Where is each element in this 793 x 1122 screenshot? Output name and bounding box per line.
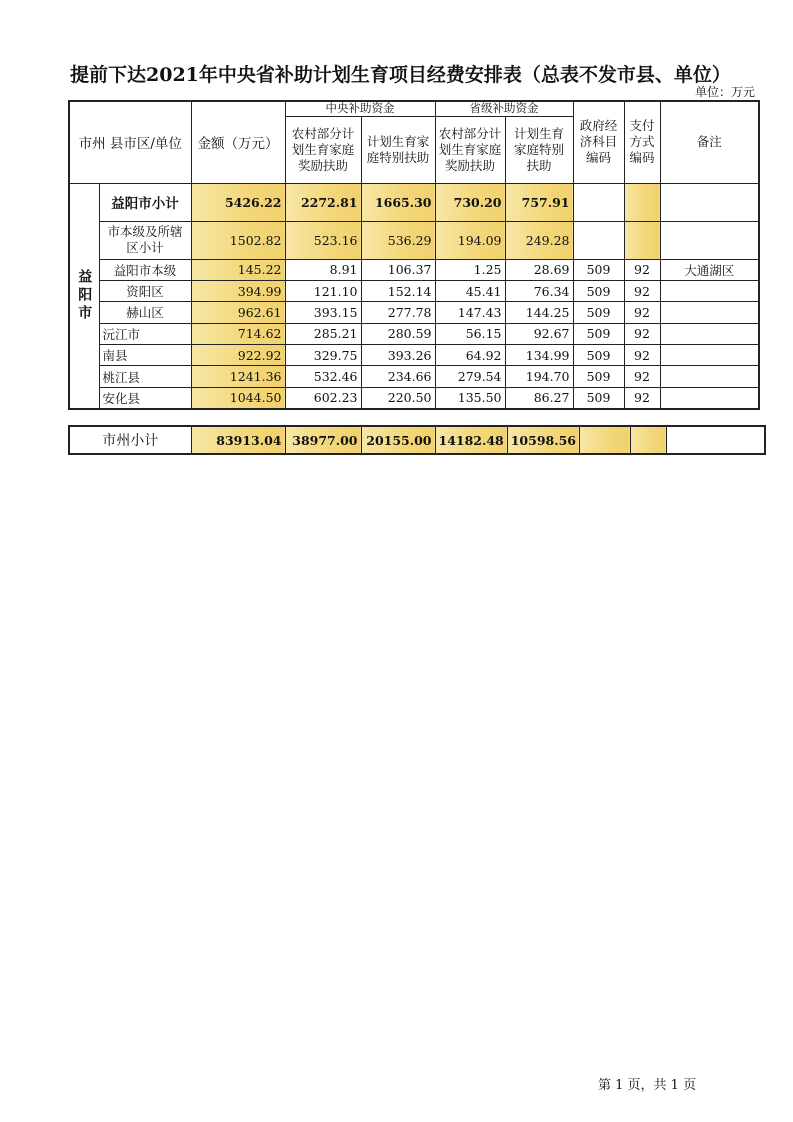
prov-special-cell: 249.28 bbox=[505, 221, 573, 259]
remark-cell bbox=[660, 323, 759, 344]
total-prov-special: 10598.56 bbox=[507, 426, 579, 454]
amount-cell: 1044.50 bbox=[191, 387, 285, 408]
pay-code-cell: 92 bbox=[624, 323, 660, 344]
header-pay-code: 支付方式编码 bbox=[624, 101, 660, 183]
gov-code-cell: 509 bbox=[573, 280, 624, 301]
remark-cell bbox=[660, 221, 759, 259]
central-rural-cell: 8.91 bbox=[285, 259, 361, 280]
amount-cell: 5426.22 bbox=[191, 183, 285, 221]
table-row bbox=[69, 302, 759, 323]
prov-rural-cell: 45.41 bbox=[435, 280, 505, 301]
central-rural-cell: 523.16 bbox=[285, 221, 361, 259]
central-rural-cell: 285.21 bbox=[285, 323, 361, 344]
pay-code-cell: 92 bbox=[624, 345, 660, 366]
unit-name: 益阳市小计 bbox=[99, 183, 191, 221]
central-rural-cell: 393.15 bbox=[285, 302, 361, 323]
amount-cell: 394.99 bbox=[191, 280, 285, 301]
gov-code-cell: 509 bbox=[573, 387, 624, 408]
prov-rural-cell: 279.54 bbox=[435, 366, 505, 387]
central-rural-cell: 2272.81 bbox=[285, 183, 361, 221]
total-gov-code bbox=[579, 426, 630, 454]
central-special-cell: 106.37 bbox=[361, 259, 435, 280]
unit-name: 赫山区 bbox=[99, 302, 191, 323]
central-special-cell: 234.66 bbox=[361, 366, 435, 387]
gov-code-cell: 509 bbox=[573, 302, 624, 323]
unit-name: 资阳区 bbox=[99, 280, 191, 301]
total-central-rural: 38977.00 bbox=[285, 426, 361, 454]
table-row bbox=[69, 259, 759, 280]
central-rural-cell: 532.46 bbox=[285, 366, 361, 387]
prov-rural-cell: 64.92 bbox=[435, 345, 505, 366]
header-region: 市州 县市区/单位 bbox=[69, 101, 191, 183]
remark-cell bbox=[660, 280, 759, 301]
header-amount: 金额（万元） bbox=[191, 101, 285, 183]
page-footer: 第 1 页，共 1 页 bbox=[598, 1078, 697, 1093]
table-row bbox=[69, 280, 759, 301]
total-pay-code bbox=[630, 426, 666, 454]
header-central-rural: 农村部分计划生育家庭奖励扶助 bbox=[285, 116, 361, 183]
unit-label: 单位：万元 bbox=[694, 85, 755, 99]
prov-rural-cell: 56.15 bbox=[435, 323, 505, 344]
central-special-cell: 152.14 bbox=[361, 280, 435, 301]
gov-code-cell: 509 bbox=[573, 345, 624, 366]
unit-name: 市本级及所辖区小计 bbox=[99, 221, 191, 259]
header-central-group: 中央补助资金 bbox=[285, 101, 435, 116]
total-label: 市州小计 bbox=[69, 426, 191, 454]
allocation-table bbox=[68, 100, 760, 410]
prov-special-cell: 28.69 bbox=[505, 259, 573, 280]
total-amount: 83913.04 bbox=[191, 426, 285, 454]
gov-code-cell: 509 bbox=[573, 323, 624, 344]
unit-name: 安化县 bbox=[99, 387, 191, 408]
remark-cell bbox=[660, 302, 759, 323]
header-central-special: 计划生育家庭特别扶助 bbox=[361, 116, 435, 183]
prov-rural-cell: 1.25 bbox=[435, 259, 505, 280]
prov-special-cell: 757.91 bbox=[505, 183, 573, 221]
prov-rural-cell: 147.43 bbox=[435, 302, 505, 323]
amount-cell: 1502.82 bbox=[191, 221, 285, 259]
central-special-cell: 277.78 bbox=[361, 302, 435, 323]
prov-special-cell: 86.27 bbox=[505, 387, 573, 408]
remark-cell bbox=[660, 366, 759, 387]
remark-cell: 大通湖区 bbox=[660, 259, 759, 280]
city-name: 益阳市 bbox=[69, 183, 99, 409]
remark-cell bbox=[660, 345, 759, 366]
prov-special-cell: 134.99 bbox=[505, 345, 573, 366]
pay-code-cell: 92 bbox=[624, 302, 660, 323]
table-row bbox=[69, 366, 759, 387]
table-row bbox=[69, 221, 759, 259]
table-row bbox=[69, 387, 759, 408]
prov-special-cell: 194.70 bbox=[505, 366, 573, 387]
pay-code-cell: 92 bbox=[624, 387, 660, 408]
gov-code-cell bbox=[573, 183, 624, 221]
central-special-cell: 1665.30 bbox=[361, 183, 435, 221]
total-remark bbox=[666, 426, 765, 454]
table-row bbox=[69, 183, 759, 221]
central-special-cell: 393.26 bbox=[361, 345, 435, 366]
remark-cell bbox=[660, 387, 759, 408]
amount-cell: 714.62 bbox=[191, 323, 285, 344]
amount-cell: 922.92 bbox=[191, 345, 285, 366]
header-prov-rural: 农村部分计划生育家庭奖励扶助 bbox=[435, 116, 505, 183]
gov-code-cell bbox=[573, 221, 624, 259]
prov-special-cell: 76.34 bbox=[505, 280, 573, 301]
pay-code-cell bbox=[624, 221, 660, 259]
prov-rural-cell: 135.50 bbox=[435, 387, 505, 408]
prov-special-cell: 144.25 bbox=[505, 302, 573, 323]
amount-cell: 1241.36 bbox=[191, 366, 285, 387]
gov-code-cell: 509 bbox=[573, 366, 624, 387]
header-prov-special: 计划生育家庭特别扶助 bbox=[505, 116, 573, 183]
pay-code-cell: 92 bbox=[624, 259, 660, 280]
total-table bbox=[68, 425, 766, 455]
prov-rural-cell: 194.09 bbox=[435, 221, 505, 259]
pay-code-cell: 92 bbox=[624, 366, 660, 387]
pay-code-cell: 92 bbox=[624, 280, 660, 301]
header-gov-code: 政府经济科目编码 bbox=[573, 101, 624, 183]
unit-name: 南县 bbox=[99, 345, 191, 366]
central-rural-cell: 329.75 bbox=[285, 345, 361, 366]
unit-name: 沅江市 bbox=[99, 323, 191, 344]
table-row bbox=[69, 345, 759, 366]
central-special-cell: 536.29 bbox=[361, 221, 435, 259]
total-prov-rural: 14182.48 bbox=[435, 426, 507, 454]
table-row bbox=[69, 323, 759, 344]
document-title: 提前下达2021年中央省补助计划生育项目经费安排表（总表不发市县、单位） bbox=[70, 64, 731, 86]
amount-cell: 962.61 bbox=[191, 302, 285, 323]
amount-cell: 145.22 bbox=[191, 259, 285, 280]
unit-name: 桃江县 bbox=[99, 366, 191, 387]
remark-cell bbox=[660, 183, 759, 221]
central-special-cell: 280.59 bbox=[361, 323, 435, 344]
header-provincial-group: 省级补助资金 bbox=[435, 101, 573, 116]
header-remark: 备注 bbox=[660, 101, 759, 183]
prov-special-cell: 92.67 bbox=[505, 323, 573, 344]
prov-rural-cell: 730.20 bbox=[435, 183, 505, 221]
central-special-cell: 220.50 bbox=[361, 387, 435, 408]
total-central-special: 20155.00 bbox=[361, 426, 435, 454]
unit-name: 益阳市本级 bbox=[99, 259, 191, 280]
central-rural-cell: 121.10 bbox=[285, 280, 361, 301]
total-row bbox=[69, 426, 765, 454]
pay-code-cell bbox=[624, 183, 660, 221]
gov-code-cell: 509 bbox=[573, 259, 624, 280]
central-rural-cell: 602.23 bbox=[285, 387, 361, 408]
